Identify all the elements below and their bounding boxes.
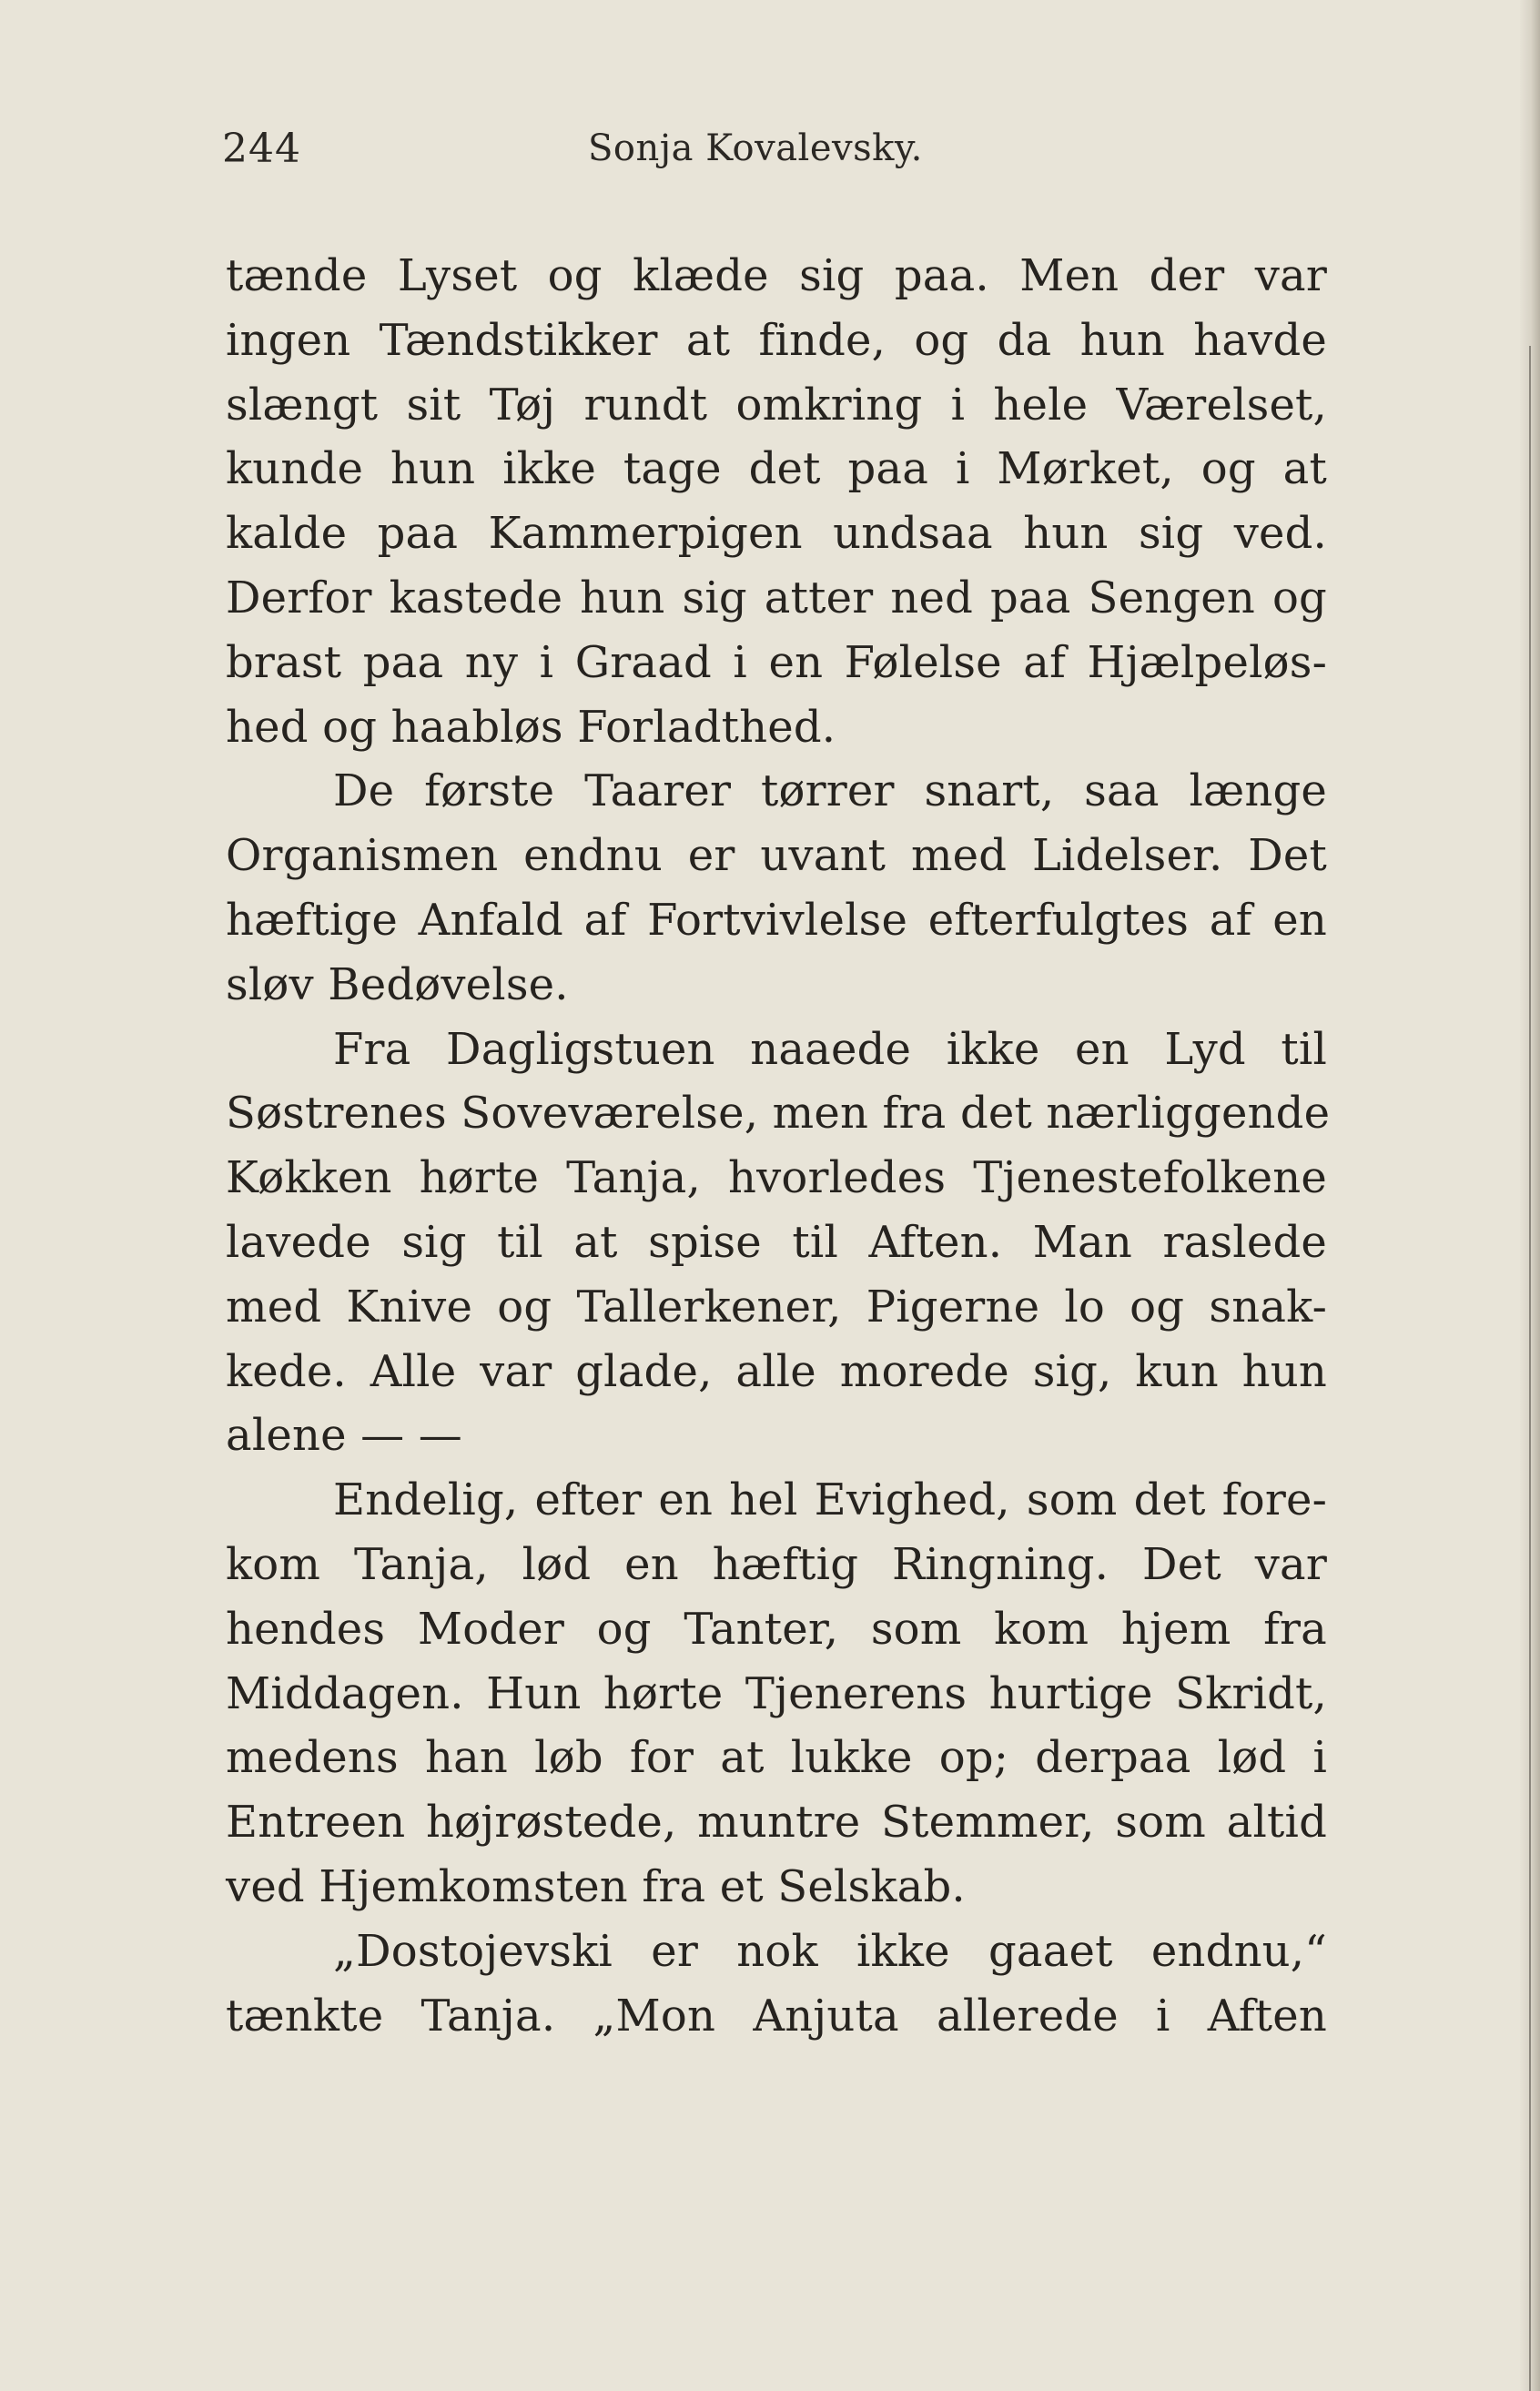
- text-line: ved Hjemkomsten fra et Selskab.: [226, 1860, 966, 1912]
- text-line: Fra Dagligstuen naaede ikke en Lyd til: [333, 1023, 1327, 1075]
- text-line: hæftige Anfald af Fortvivlelse efterfulgtes af en: [226, 894, 1327, 946]
- text-line: Køkken hørte Tanja, hvorledes Tjenestefolkene: [226, 1152, 1327, 1204]
- text-line: alene — —: [226, 1410, 463, 1462]
- text-line: Endelig, efter en hel Evighed, som det fore-: [333, 1474, 1327, 1526]
- text-line: Organismen endnu er uvant med Lidelser. Det: [226, 830, 1327, 882]
- text-line: ingen Tændstikker at finde, og da hun havde: [226, 314, 1327, 366]
- page-edge-line: [1529, 346, 1531, 2391]
- text-line: kunde hun ikke tage det paa i Mørket, og at: [226, 443, 1327, 495]
- running-head: Sonja Kovalevsky.: [588, 127, 923, 169]
- page-number: 244: [222, 126, 301, 172]
- text-line: medens han løb for at lukke op; derpaa lød i: [226, 1732, 1327, 1784]
- text-line: med Knive og Tallerkener, Pigerne lo og snak-: [226, 1281, 1327, 1332]
- text-line: hed og haabløs Forladthed.: [226, 701, 836, 753]
- text-line: slængt sit Tøj rundt omkring i hele Værelset,: [226, 379, 1327, 431]
- text-line: Derfor kastede hun sig atter ned paa Sengen og: [226, 572, 1327, 623]
- text-line: hendes Moder og Tanter, som kom hjem fra: [226, 1603, 1327, 1655]
- text-line: tænde Lyset og klæde sig paa. Men der var: [226, 250, 1327, 301]
- body-text: [226, 244, 1331, 2048]
- text-line: De første Taarer tørrer snart, saa længe: [333, 765, 1327, 817]
- text-line: Entreen højrøstede, muntre Stemmer, som altid: [226, 1797, 1327, 1849]
- text-line: kom Tanja, lød en hæftig Ringning. Det var: [226, 1538, 1327, 1590]
- page-header: [0, 126, 1540, 180]
- text-line: sløv Bedøvelse.: [226, 958, 569, 1010]
- text-line: Middagen. Hun hørte Tjenerens hurtige Skridt,: [226, 1667, 1327, 1719]
- text-line: kede. Alle var glade, alle morede sig, kun hun: [226, 1345, 1327, 1397]
- text-line: „Dostojevski er nok ikke gaaet endnu,“: [333, 1925, 1327, 1977]
- text-line: tænkte Tanja. „Mon Anjuta allerede i Aften: [226, 1990, 1327, 2041]
- text-line: kalde paa Kammerpigen undsaa hun sig ved.: [226, 508, 1327, 560]
- text-line: lavede sig til at spise til Aften. Man raslede: [226, 1216, 1327, 1268]
- text-line: Søstrenes Soveværelse, men fra det nærliggende: [226, 1088, 1331, 1140]
- text-line: brast paa ny i Graad i en Følelse af Hjælpeløs-: [226, 636, 1327, 688]
